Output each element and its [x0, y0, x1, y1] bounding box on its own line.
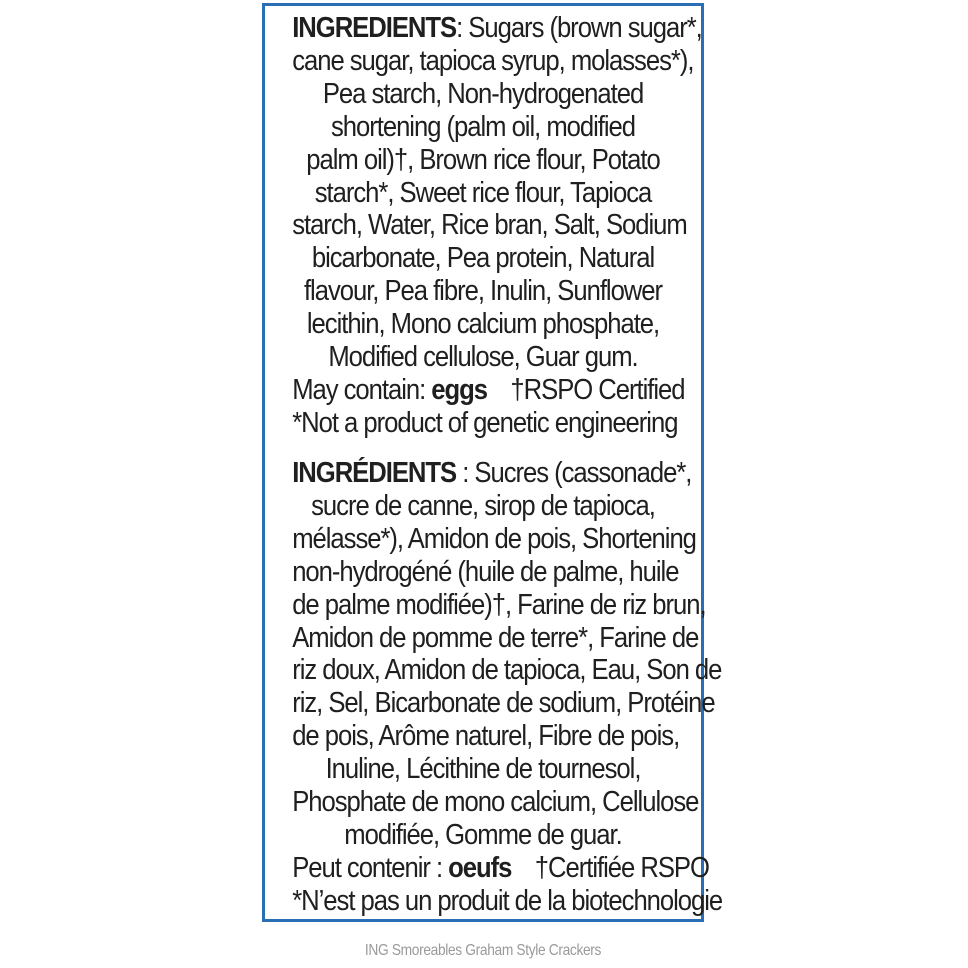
ingredients-text: bicarbonate, Pea protein, Natural — [311, 242, 655, 275]
ingredients-label — [262, 3, 723, 922]
french-ingredients-panel — [292, 457, 723, 918]
ingredients-text: shortening (palm oil, modified — [330, 110, 636, 143]
ingredients-text: Inuline, Lécithine de tournesol, — [325, 753, 641, 786]
may-contain-label: May contain: — [292, 373, 432, 406]
ingredients-text: : Sugars (brown sugar*, — [456, 12, 702, 44]
ingredients-text: Amidon de pomme de terre*, Farine de — [292, 621, 699, 654]
allergen-statement — [292, 851, 709, 885]
ingredients-text: : Sucres (cassonade*, — [456, 457, 692, 489]
ingredients-text: flavour, Pea fibre, Inulin, Sunflower — [303, 275, 663, 308]
gmo-note: *N’est pas un produit de la biotechnologie — [292, 884, 723, 917]
ingredients-heading-line — [292, 457, 692, 490]
allergen-statement — [292, 373, 685, 407]
ingredients-text: Modified cellulose, Guar gum. — [328, 341, 638, 374]
ingredients-text: riz doux, Amidon de tapioca, Eau, Son de — [292, 654, 722, 687]
ingredients-text: Phosphate de mono calcium, Cellulose — [292, 786, 699, 819]
ingredients-text: mélasse*), Amidon de pois, Shortening — [292, 522, 696, 555]
ingredients-text: sucre de canne, sirop de tapioca, — [311, 489, 655, 522]
allergen-name: eggs — [431, 373, 488, 406]
may-contain-label: Peut contenir : — [292, 851, 449, 884]
ingredients-text: Pea starch, Non-hydrogenated — [322, 77, 644, 110]
ingredients-text: non-hydrogéné (huile de palme, huile — [292, 555, 679, 588]
allergen-name: oeufs — [448, 851, 512, 884]
ingredients-text: de palme modifiée)†, Farine de riz brun, — [292, 588, 706, 621]
english-ingredients-panel — [292, 12, 702, 440]
ingredients-text: starch*, Sweet rice flour, Tapioca — [314, 176, 652, 209]
ingredients-text: modifiée, Gomme de guar. — [344, 818, 622, 851]
rspo-note: †RSPO Certified — [510, 373, 685, 406]
ingredients-text: starch, Water, Rice bran, Salt, Sodium — [292, 209, 687, 242]
gmo-note: *Not a product of genetic engineering — [292, 406, 678, 439]
ingredients-heading: INGREDIENTS — [292, 12, 457, 44]
ingredients-text: cane sugar, tapioca syrup, molasses*), — [292, 44, 694, 77]
ingredients-text: riz, Sel, Bicarbonate de sodium, Protéine — [292, 687, 715, 720]
rspo-note: †Certifiée RSPO — [534, 851, 709, 884]
image-caption: ING Smoreables Graham Style Crackers — [364, 942, 602, 959]
ingredients-heading: INGRÉDIENTS — [292, 457, 457, 489]
ingredients-text: lecithin, Mono calcium phosphate, — [306, 308, 660, 341]
ingredients-heading-line — [292, 12, 702, 45]
ingredients-text: palm oil)†, Brown rice flour, Potato — [306, 143, 660, 176]
ingredients-text: de pois, Arôme naturel, Fibre de pois, — [292, 720, 680, 753]
